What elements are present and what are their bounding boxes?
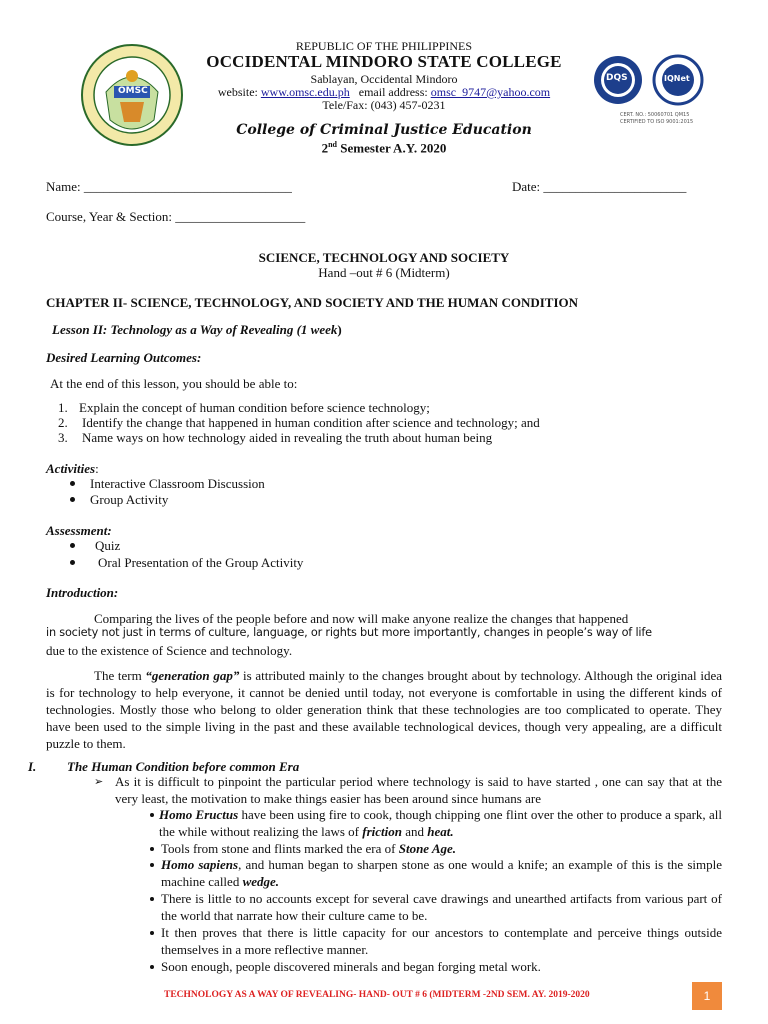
section-1-lead: As it is difficult to pinpoint the particular period where technology is said to have started , one can say that at the very least, the motivation to make things easier has been around since humans are (115, 774, 722, 806)
semester-number: 2 (321, 140, 329, 156)
subject-title: SCIENCE, TECHNOLOGY AND SOCIETY (258, 250, 510, 265)
department-name: College of Criminal Justice Education (236, 122, 532, 138)
section-1-numeral: I. (28, 759, 37, 774)
activities-heading-text: Activities (46, 461, 96, 476)
iqnet-label: IQNet (664, 74, 690, 83)
outcome-item-1: Explain the concept of human condition before science technology; (79, 400, 430, 415)
activity-item-1: Interactive Classroom Discussion (90, 476, 265, 491)
footer-text: TECHNOLOGY AS A WAY OF REVEALING- HAND- OUT # 6 (MIDTERM -2ND SEM. AY. 2019-2020 (164, 990, 590, 1000)
bullet-1-and: and (402, 824, 428, 839)
lesson-text: Lesson II: Technology as a Way of Revealing (1 week (52, 322, 338, 337)
bullet-dot (150, 897, 154, 901)
handout-title: Hand –out # 6 (Midterm) (318, 265, 450, 280)
lesson-paren: ) (337, 322, 342, 337)
name-field[interactable]: Name: ________________________________ (46, 179, 292, 194)
section-1-bullet-3 (161, 856, 722, 890)
arrow-bullet-icon: ➢ (94, 775, 104, 788)
intro-p1-line1: Comparing the lives of the people before and now will make anyone realize the changes that happened (94, 611, 629, 626)
lesson-title (52, 321, 342, 338)
bullet-3-text: , and human began to sharpen stone as one would a knife; an example of this is the simple machine called (161, 857, 722, 889)
generation-gap-term: “generation gap” (145, 668, 240, 683)
website-link[interactable]: www.omsc.edu.ph (260, 85, 350, 99)
chapter-title: CHAPTER II- SCIENCE, TECHNOLOGY, AND SOCIETY AND THE HUMAN CONDITION (46, 295, 579, 310)
outcome-number-3: 3. (58, 430, 68, 445)
intro-p1-line3: due to the existence of Science and technology. (46, 643, 293, 658)
dqs-label: DQS (606, 73, 628, 83)
email-link[interactable]: omsc_9747@yahoo.com (430, 85, 551, 99)
outcome-item-2: Identify the change that happened in human condition after science and technology; and (82, 415, 540, 430)
outcomes-intro: At the end of this lesson, you should be able to: (50, 376, 298, 391)
bullet-dot (150, 813, 154, 817)
bullet-1-text: have been using fire to cook, though chipping one flint over the other to produce a spark, all the while without realizing the laws of (159, 807, 723, 839)
logo-text: OMSC (118, 86, 148, 96)
bullet-dot (70, 481, 75, 486)
bullet-dot (150, 863, 154, 867)
section-1-bullet-2 (161, 840, 456, 857)
college-name: OCCIDENTAL MINDORO STATE COLLEGE (206, 52, 562, 71)
iqnet-cert-logo (652, 54, 704, 106)
bullet-dot (150, 965, 154, 969)
telfax-line: Tele/Fax: (043) 457-0231 (322, 98, 446, 112)
date-field[interactable]: Date: ______________________ (512, 179, 687, 194)
homo-eructus-term: Homo Eructus (159, 807, 239, 822)
outcome-number-2: 2. (58, 415, 68, 430)
website-label: website: (217, 85, 261, 99)
intro-p1-line2: in society not just in terms of culture, language, or rights but more importantly, changes in people’s way of life (46, 626, 652, 639)
college-address: Sablayan, Occidental Mindoro (310, 72, 458, 86)
friction-term: friction (362, 824, 402, 839)
section-1-bullet-1 (159, 806, 722, 840)
section-1-heading: The Human Condition before common Era (67, 759, 300, 774)
assessment-item-2: Oral Presentation of the Group Activity (98, 555, 304, 570)
semester-suffix: nd (328, 140, 337, 149)
semester-text: Semester A.Y. 2020 (336, 140, 447, 156)
outcome-number-1: 1. (58, 400, 68, 415)
homo-sapiens-term: Homo sapiens (161, 857, 239, 872)
outcomes-heading: Desired Learning Outcomes: (46, 350, 202, 365)
introduction-heading: Introduction: (46, 585, 119, 600)
intro-paragraph-2 (46, 667, 722, 752)
email-label: email address: (358, 85, 431, 99)
section-1-bullet-5: It then proves that there is little capacity for our ancestors to contemplate and perceive things outside themselves in a more reflective manner. (161, 925, 722, 957)
bullet-dot (70, 560, 75, 565)
heat-term: heat. (427, 824, 454, 839)
page-number: 1 (692, 982, 722, 1010)
bullet-2-text: Tools from stone and flints marked the era of (161, 841, 399, 856)
assessment-item-1: Quiz (95, 538, 121, 553)
bullet-dot (70, 497, 75, 502)
course-field[interactable]: Course, Year & Section: ____________________ (46, 209, 306, 224)
assessment-heading: Assessment: (46, 523, 112, 538)
semester-line (0, 140, 768, 156)
cert-note-2: CERTIFIED TO ISO 9001:2015 (620, 119, 694, 125)
republic-line: REPUBLIC OF THE PHILIPPINES (295, 39, 473, 53)
section-1-bullet-6: Soon enough, people discovered minerals and began forging metal work. (161, 959, 541, 974)
outcome-item-3: Name ways on how technology aided in revealing the truth about human being (82, 430, 493, 445)
bullet-dot (150, 847, 154, 851)
bullet-dot (70, 543, 75, 548)
wedge-term: wedge. (242, 874, 280, 889)
bullet-dot (150, 931, 154, 935)
section-1-bullet-4: There is little to no accounts except for several cave drawings and unearthed artifacts from various part of the world that narrate how their culture came to be. (161, 891, 722, 923)
activities-colon: : (95, 461, 99, 476)
stone-age-term: Stone Age. (398, 841, 457, 856)
intro-p2-rest: is attributed mainly to the changes brought about by technology. Although the original idea is for technology to help everyone, it cannot be denied until today, not everyone is comfortable in using the different kinds of technologies. Mostly those who belong to older generation think that these technologies are too complicated to operate. They have been used to the simple living in the past and these available technological devices, though very appealing, are a difficult puzzle to them. (46, 668, 722, 751)
activity-item-2: Group Activity (90, 492, 169, 507)
dqs-cert-logo (592, 54, 644, 106)
cert-note-1: CERT. NO.: 50060701 QM15 (620, 112, 690, 118)
intro-p2-start: The term (94, 668, 146, 683)
